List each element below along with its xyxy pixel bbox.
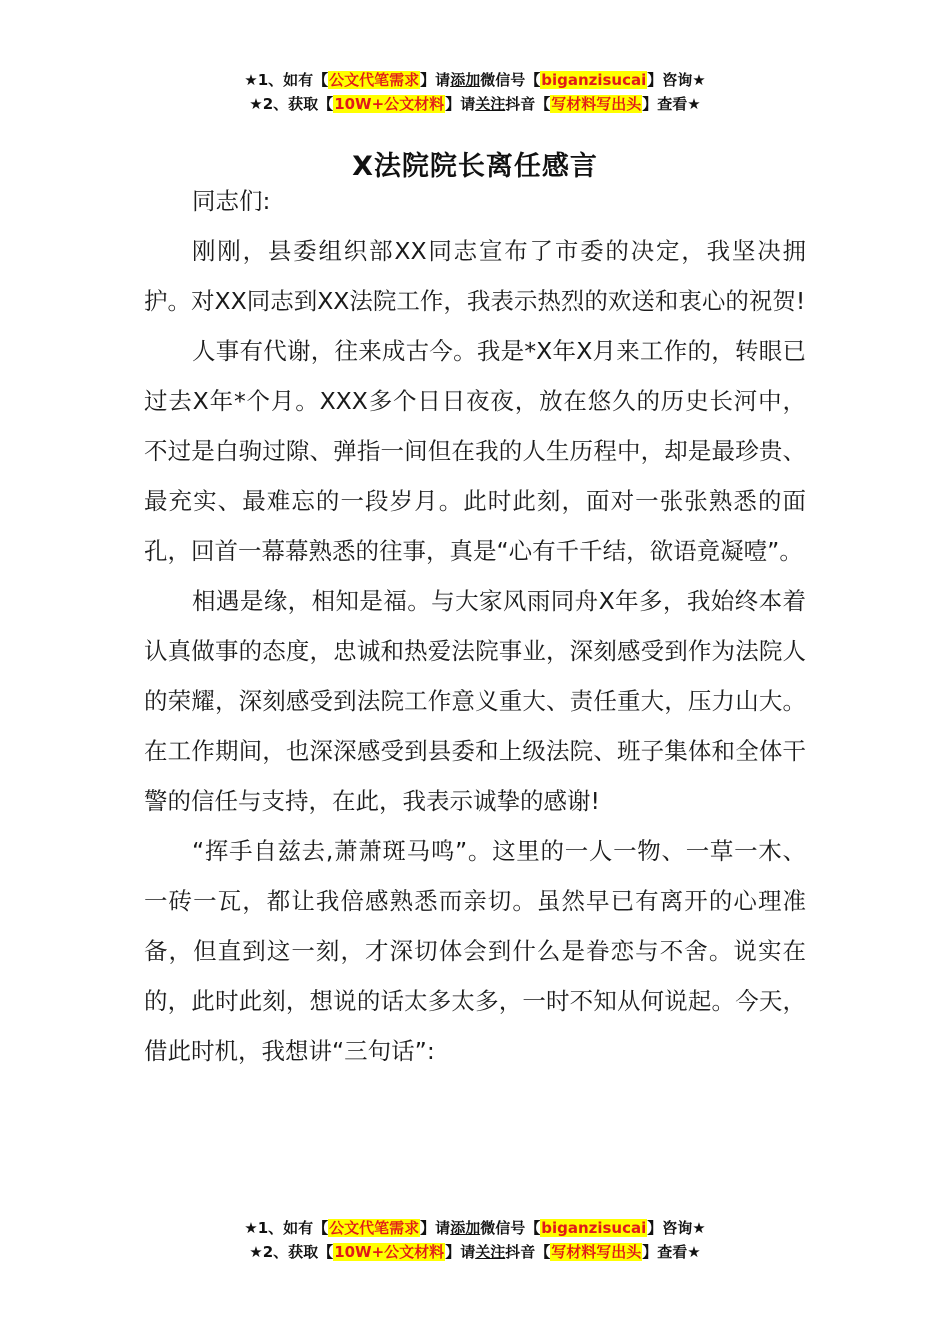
promo-line-2: ★2、获取【10W+公文材料】请关注抖音【写材料写出头】查看★	[249, 1243, 701, 1261]
highlight-service: 公文代笔需求	[329, 1219, 420, 1237]
promo-line-1: ★1、如有【公文代笔需求】请添加微信号【biganzisucai】咨询★	[244, 71, 706, 89]
document-title: X法院院长离任感言	[352, 151, 598, 183]
highlight-wechat-id: biganzisucai	[541, 71, 647, 89]
highlight-wechat-id: biganzisucai	[541, 1219, 647, 1237]
promo-line-2: ★2、获取【10W+公文材料】请关注抖音【写材料写出头】查看★	[249, 95, 701, 113]
highlight-materials: 10W+公文材料	[334, 95, 445, 113]
promo-banner-top	[0, 68, 950, 116]
promo-line-1: ★1、如有【公文代笔需求】请添加微信号【biganzisucai】咨询★	[244, 1219, 706, 1237]
paragraph: 相遇是缘，相知是福。与大家风雨同舟X年多，我始终本着认真做事的态度，忠诚和热爱法院事业，深刻感受到作为法院人的荣耀，深刻感受到法院工作意义重大、责任重大，压力山大。在工作期间，也深深感受到县委和上级法院、班子集体和全体干警的信任与支持，在此，我表示诚挚的感谢!	[144, 587, 806, 815]
document-body	[144, 176, 806, 1076]
highlight-materials: 10W+公文材料	[334, 1243, 445, 1261]
paragraph: 人事有代谢，往来成古今。我是*X年X月来工作的，转眼已过去X年*个月。XXX多个日日夜夜，放在悠久的历史长河中，不过是白驹过隙、弹指一间但在我的人生历程中，却是最珍贵、最充实、最难忘的一段岁月。此时此刻，面对一张张熟悉的面孔，回首一幕幕熟悉的往事，真是“心有千千结，欲语竟凝噎”。	[144, 337, 806, 565]
highlight-service: 公文代笔需求	[329, 71, 420, 89]
paragraph: “挥手自兹去,萧萧斑马鸣”。这里的一人一物、一草一木、一砖一瓦，都让我倍感熟悉而亲切。虽然早已有离开的心理准备，但直到这一刻，才深切体会到什么是眷恋与不舍。说实在的，此时此刻，想说的话太多太多，一时不知从何说起。今天，借此时机，我想讲“三句话”:	[144, 837, 806, 1065]
highlight-douyin-id: 写材料写出头	[551, 1243, 642, 1261]
promo-banner-bottom	[0, 1216, 950, 1264]
highlight-douyin-id: 写材料写出头	[551, 95, 642, 113]
paragraph: 刚刚，县委组织部XX同志宣布了市委的决定，我坚决拥护。对XX同志到XX法院工作，我表示热烈的欢送和衷心的祝贺!	[144, 237, 806, 315]
salutation: 同志们:	[192, 187, 271, 215]
